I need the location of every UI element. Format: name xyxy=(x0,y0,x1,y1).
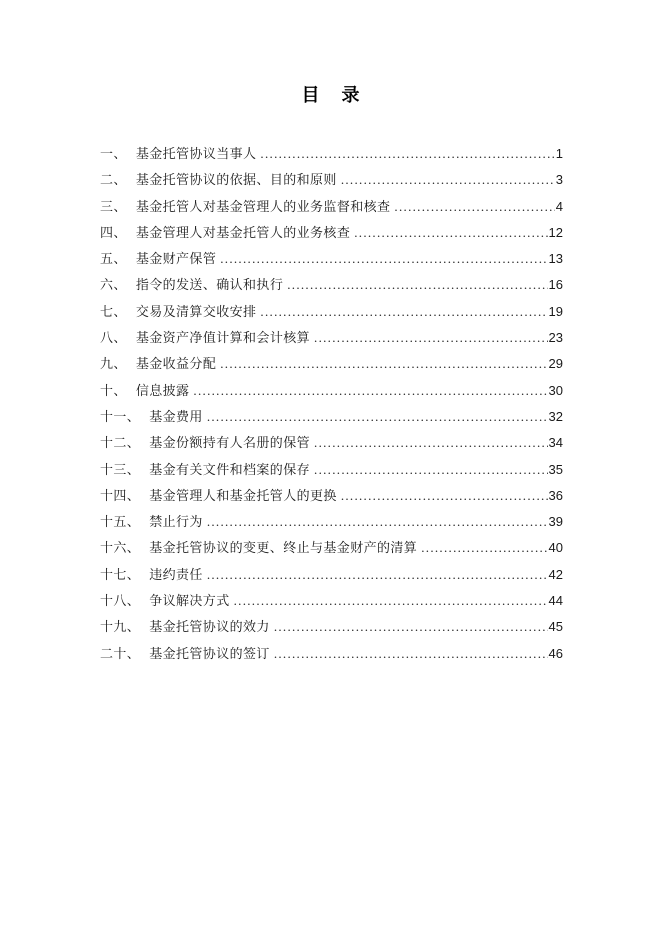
toc-entry-title: 交易及清算交收安排 xyxy=(135,303,257,319)
toc-list xyxy=(100,141,563,667)
toc-entry-title: 基金管理人和基金托管人的更换 xyxy=(149,487,337,503)
toc-entry-title: 指令的发送、确认和执行 xyxy=(135,277,284,293)
toc-entry[interactable] xyxy=(100,220,563,246)
toc-entry[interactable] xyxy=(100,378,563,404)
toc-leader-dots xyxy=(314,457,548,483)
toc-entry[interactable] xyxy=(100,509,563,535)
toc-entry[interactable] xyxy=(100,404,563,430)
page-title: 目 录 xyxy=(301,85,362,105)
toc-leader-dots xyxy=(220,246,547,272)
toc-leader-dots xyxy=(207,509,548,535)
toc-entry-title: 基金托管人对基金管理人的业务监督和核查 xyxy=(135,198,391,214)
toc-entry-number: 十七、 xyxy=(100,566,141,582)
toc-entry[interactable] xyxy=(100,246,563,272)
toc-entry-number: 五、 xyxy=(100,251,127,267)
toc-entry-number: 三、 xyxy=(100,198,127,214)
toc-entry[interactable] xyxy=(100,167,563,193)
toc-entry-title: 违约责任 xyxy=(149,566,203,582)
toc-entry-number: 八、 xyxy=(100,330,127,346)
toc-entry[interactable] xyxy=(100,141,563,167)
toc-entry[interactable] xyxy=(100,614,563,640)
toc-entry-number: 一、 xyxy=(100,146,127,161)
toc-entry-page: 39 xyxy=(548,514,563,530)
toc-entry[interactable] xyxy=(100,457,563,483)
toc-entry[interactable] xyxy=(100,351,563,377)
toc-entry-title: 基金托管协议的依据、目的和原则 xyxy=(135,172,337,188)
toc-leader-dots xyxy=(274,641,548,667)
toc-entry[interactable] xyxy=(100,483,563,509)
toc-entry-number: 十四、 xyxy=(100,487,141,503)
toc-entry-page: 45 xyxy=(548,619,563,635)
toc-entry-page: 44 xyxy=(548,593,563,609)
toc-entry-page: 4 xyxy=(555,198,563,214)
toc-entry-title: 争议解决方式 xyxy=(149,593,230,609)
toc-entry-title: 基金托管协议的变更、终止与基金财产的清算 xyxy=(149,540,418,556)
toc-entry-number: 十九、 xyxy=(100,619,141,635)
toc-entry-number: 十五、 xyxy=(100,514,141,530)
toc-leader-dots xyxy=(260,141,554,167)
toc-leader-dots xyxy=(260,299,547,325)
toc-entry-title: 基金管理人对基金托管人的业务核查 xyxy=(135,224,351,240)
toc-entry[interactable] xyxy=(100,641,563,667)
toc-entry-title: 信息披露 xyxy=(135,382,190,398)
toc-leader-dots xyxy=(207,404,548,430)
toc-entry-title: 禁止行为 xyxy=(149,514,203,530)
toc-leader-dots xyxy=(220,351,547,377)
toc-entry-number: 二十、 xyxy=(100,645,141,661)
toc-entry-number: 六、 xyxy=(100,277,127,293)
toc-leader-dots xyxy=(394,194,554,220)
toc-entry-page: 35 xyxy=(548,461,563,477)
toc-leader-dots xyxy=(314,430,548,456)
toc-entry-title: 基金费用 xyxy=(149,408,203,424)
toc-entry-number: 十二、 xyxy=(100,435,141,451)
toc-entry-page: 34 xyxy=(548,435,563,451)
toc-leader-dots xyxy=(287,272,547,298)
toc-entry[interactable] xyxy=(100,430,563,456)
toc-entry-page: 42 xyxy=(548,566,563,582)
toc-entry-page: 30 xyxy=(548,382,563,398)
toc-entry-number: 十、 xyxy=(100,382,127,398)
toc-entry[interactable] xyxy=(100,562,563,588)
toc-entry-page: 23 xyxy=(548,330,563,346)
toc-entry-page: 46 xyxy=(548,645,563,661)
toc-entry[interactable] xyxy=(100,194,563,220)
toc-leader-dots xyxy=(234,588,548,614)
toc-entry-page: 40 xyxy=(548,540,563,556)
toc-leader-dots xyxy=(314,325,548,351)
toc-leader-dots xyxy=(274,614,548,640)
toc-entry-title: 基金收益分配 xyxy=(135,356,217,372)
toc-entry-number: 十一、 xyxy=(100,408,141,424)
toc-leader-dots xyxy=(341,167,555,193)
toc-entry-number: 二、 xyxy=(100,172,127,188)
toc-entry-page: 36 xyxy=(548,487,563,503)
toc-leader-dots xyxy=(207,562,548,588)
toc-entry-title: 基金有关文件和档案的保存 xyxy=(149,461,311,477)
toc-entry[interactable] xyxy=(100,588,563,614)
toc-entry[interactable] xyxy=(100,325,563,351)
toc-entry-page: 19 xyxy=(548,303,563,319)
toc-entry-number: 四、 xyxy=(100,224,127,240)
toc-entry-title: 基金托管协议当事人 xyxy=(135,146,257,161)
toc-entry-number: 十三、 xyxy=(100,461,141,477)
toc-entry-page: 13 xyxy=(548,251,563,267)
toc-leader-dots xyxy=(193,378,547,404)
toc-leader-dots xyxy=(354,220,547,246)
toc-entry[interactable] xyxy=(100,272,563,298)
toc-entry-title: 基金资产净值计算和会计核算 xyxy=(135,330,311,346)
toc-entry[interactable] xyxy=(100,299,563,325)
toc-entry[interactable] xyxy=(100,535,563,561)
toc-entry-page: 16 xyxy=(548,277,563,293)
toc-entry-number: 十六、 xyxy=(100,540,141,556)
toc-leader-dots xyxy=(341,483,548,509)
toc-entry-title: 基金财产保管 xyxy=(135,251,217,267)
toc-entry-page: 32 xyxy=(548,408,563,424)
toc-entry-number: 十八、 xyxy=(100,593,141,609)
toc-entry-number: 九、 xyxy=(100,356,127,372)
toc-entry-title: 基金托管协议的签订 xyxy=(149,645,270,661)
toc-entry-title: 基金托管协议的效力 xyxy=(149,619,270,635)
toc-entry-page: 3 xyxy=(555,172,563,188)
toc-entry-title: 基金份额持有人名册的保管 xyxy=(149,435,311,451)
toc-entry-page: 29 xyxy=(548,356,563,372)
toc-entry-number: 七、 xyxy=(100,303,127,319)
toc-entry-page: 1 xyxy=(555,146,563,161)
toc-leader-dots xyxy=(421,535,547,561)
toc-entry-page: 12 xyxy=(548,224,563,240)
